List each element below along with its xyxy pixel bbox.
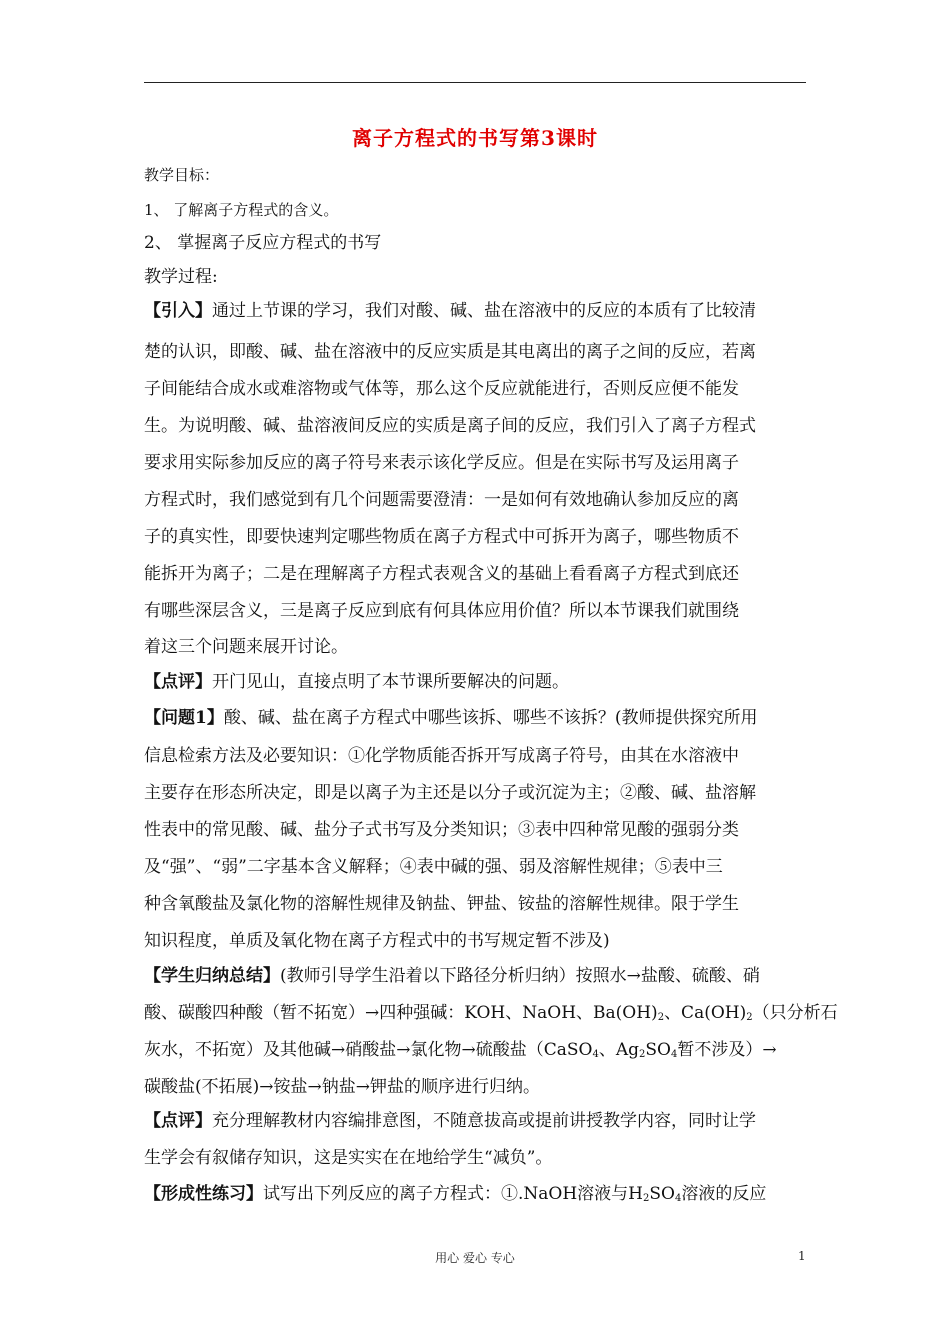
summary-tag: 【学生归纳总结】 [144,966,280,986]
goal-2: 2、 掌握离子反应方程式的书写 [144,233,382,253]
intro-line-9: 有哪些深层含义，三是离子反应到底有何具体应用价值？所以本节课我们就围绕 [144,601,739,621]
q1-line-4: 性表中的常见酸、碱、盐分子式书写及分类知识；③表中四种常见酸的强弱分类 [144,820,739,840]
intro-line-4: 生。为说明酸、碱、盐溶液间反应的实质是离子间的反应，我们引入了离子方程式 [144,416,756,436]
q1-line-7: 知识程度，单质及氧化物在离子方程式中的书写规定暂不涉及) [144,931,610,951]
summary-line-3: 灰水，不拓宽）及其他碱→硝酸盐→氯化物→硫酸盐（CaSO$_4$、$Ag_2SO_4$暂不涉及）→ [144,1040,777,1060]
intro-line-6: 方程式时，我们感觉到有几个问题需要澄清：一是如何有效地确认参加反应的离 [144,490,739,510]
intro-line-10: 着这三个问题来展开讨论。 [144,637,348,657]
comment-2-line-2: 生学会有叙储存知识，这是实实在在地给学生“减负”。 [144,1148,553,1168]
intro-line-2: 楚的认识，即酸、碱、盐在溶液中的反应实质是其电离出的离子之间的反应，若离 [144,342,756,362]
intro-line-3: 子间能结合成水或难溶物或气体等，那么这个反应就能进行，否则反应便不能发 [144,379,739,399]
q1-line-1: 【问题1】酸、碱、盐在离子方程式中哪些该拆、哪些不该拆？(教师提供探究所用 [144,708,758,728]
intro-line-7: 子的真实性，即要快速判定哪些物质在离子方程式中可拆开为离子，哪些物质不 [144,527,739,547]
q1-line-6: 种含氧酸盐及氯化物的溶解性规律及钠盐、钾盐、铵盐的溶解性规律。限于学生 [144,894,739,914]
comment-1: 【点评】开门见山，直接点明了本节课所要解决的问题。 [144,672,569,692]
comment-2-tag: 【点评】 [144,1111,212,1131]
page-number: 1 [798,1249,806,1263]
document-title: 离子方程式的书写第3课时 [352,126,598,150]
practice-line: 【形成性练习】试写出下列反应的离子方程式：①.NaOH溶液与$H_2SO_4$溶液的反应 [144,1184,767,1204]
intro-line-5: 要求用实际参加反应的离子符号来表示该化学反应。但是在实际书写及运用离子 [144,453,739,473]
page-footer: 用心 爱心 专心 [435,1251,515,1265]
summary-line-2: 酸、碳酸四种酸（暂不拓宽）→四种强碱：KOH、NaOH、$Ba(OH)_2$、$Ca(OH)_2$（只分析石 [144,1003,838,1023]
goals-heading: 教学目标： [144,166,220,184]
q1-line-5: 及“强”、“弱”二字基本含义解释；④表中碱的强、弱及溶解性规律；⑤表中三 [144,857,723,877]
comment-2-line-1: 【点评】充分理解教材内容编排意图，不随意拔高或提前讲授教学内容，同时让学 [144,1111,756,1131]
intro-tag: 【引入】 [144,301,212,321]
header-rule [144,82,806,83]
comment-1-tag: 【点评】 [144,672,212,692]
process-heading: 教学过程: [144,267,218,287]
goal-1: 1、 了解离子方程式的含义。 [144,201,339,219]
summary-line-4: 碳酸盐(不拓展)→铵盐→钠盐→钾盐的顺序进行归纳。 [144,1077,540,1097]
practice-tag: 【形成性练习】 [144,1184,263,1204]
q1-line-2: 信息检索方法及必要知识：①化学物质能否拆开写成离子符号，由其在水溶液中 [144,746,739,766]
q1-line-3: 主要存在形态所决定，即是以离子为主还是以分子或沉淀为主；②酸、碱、盐溶解 [144,783,756,803]
intro-line-8: 能拆开为离子；二是在理解离子方程式表观含义的基础上看看离子方程式到底还 [144,564,739,584]
intro-line-1: 【引入】通过上节课的学习，我们对酸、碱、盐在溶液中的反应的本质有了比较清 [144,301,756,321]
q1-tag: 【问题1】 [144,708,224,728]
summary-line-1: 【学生归纳总结】(教师引导学生沿着以下路径分析归纳）按照水→盐酸、硫酸、硝 [144,966,760,986]
